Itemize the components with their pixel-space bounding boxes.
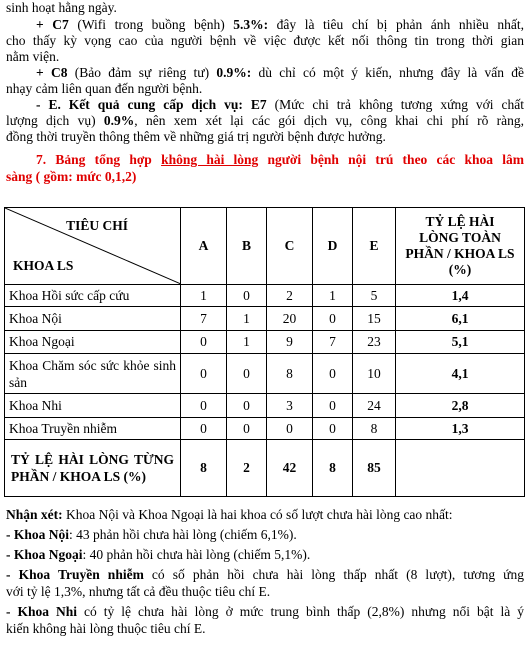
c7-line-1: + C7 (Wifi trong buồng bệnh) 5.3%: đây là tiêu chí bị phản ánh nhiều nhất, — [36, 17, 524, 32]
cell-value: 0 — [313, 307, 353, 331]
cell-value: 0 — [181, 394, 227, 418]
table-row — [5, 331, 525, 354]
intro-line-0: sinh hoạt hằng ngày. — [6, 0, 117, 15]
cell-value: 10 — [353, 354, 396, 394]
cell-value: 1 — [227, 331, 267, 354]
table-row — [5, 285, 525, 307]
e-line-2: lượng dịch vụ) 0.9%, nên xem xét lại các gói dịch vụ, công khai chi phí rõ ràng, — [6, 113, 524, 128]
c8-line-2: nhạy cảm liên quan đến người bệnh. — [6, 81, 203, 96]
header-diagonal-cell — [5, 208, 181, 285]
table-row — [5, 394, 525, 418]
cell-rate: 6,1 — [396, 307, 525, 331]
table-row — [5, 307, 525, 331]
cell-value: 7 — [181, 307, 227, 331]
header-col-c: C — [267, 208, 313, 285]
note-khoa-nhi-2: kiến không hài lòng thuộc tiêu chí E. — [6, 621, 206, 636]
satisfaction-table — [4, 207, 525, 497]
cell-value: 5 — [353, 285, 396, 307]
cell-value: 0 — [181, 331, 227, 354]
header-col-a: A — [181, 208, 227, 285]
row-khoa-label: Khoa Nội — [5, 307, 181, 331]
row-khoa-label: Khoa Truyền nhiễm — [5, 418, 181, 440]
notes-lead: Nhận xét: Khoa Nội và Khoa Ngoại là hai khoa có số lượt chưa hài lòng cao nhất: — [6, 507, 453, 522]
cell-value: 24 — [353, 394, 396, 418]
cell-value: 0 — [313, 418, 353, 440]
table-total-row — [5, 440, 525, 497]
e-line-1: - E. Kết quả cung cấp dịch vụ: E7 (Mức chi trả không tương xứng với chất — [36, 97, 524, 112]
cell-rate: 2,8 — [396, 394, 525, 418]
cell-value: 0 — [313, 354, 353, 394]
header-col-b: B — [227, 208, 267, 285]
cell-value: 9 — [267, 331, 313, 354]
row-khoa-label: Khoa Ngoại — [5, 331, 181, 354]
total-rate — [396, 440, 525, 497]
total-label: TỶ LỆ HÀI LÒNG TỪNG PHẦN / KHOA LS (%) — [5, 440, 181, 497]
header-tieu-chi: TIÊU CHÍ — [66, 218, 128, 233]
cell-value: 23 — [353, 331, 396, 354]
cell-value: 1 — [227, 307, 267, 331]
note-khoa-nhi-1: - Khoa Nhi có tỷ lệ chưa hài lòng ở mức trung bình thấp (2,8%) nhưng nổi bật là ý — [6, 604, 524, 619]
cell-value: 0 — [227, 354, 267, 394]
cell-value: 20 — [267, 307, 313, 331]
cell-value: 8 — [353, 418, 396, 440]
cell-value: 0 — [267, 418, 313, 440]
header-rate: TỶ LỆ HÀI LÒNG TOÀN PHẦN / KHOA LS (%) — [396, 208, 525, 285]
cell-value: 0 — [181, 418, 227, 440]
header-khoa-ls: KHOA LS — [13, 258, 74, 273]
c7-line-2: cho thấy kỳ vọng cao của người bệnh về việc được kết nối thông tin trong thời gian — [6, 33, 524, 48]
total-value: 85 — [353, 440, 396, 497]
cell-value: 1 — [181, 285, 227, 307]
cell-rate: 1,4 — [396, 285, 525, 307]
row-khoa-label: Khoa Chăm sóc sức khỏe sinh sản — [5, 354, 181, 394]
note-truyen-nhiem-1: - Khoa Truyền nhiễm có số phản hồi chưa hài lòng thấp nhất (8 lượt), tương ứng — [6, 567, 524, 582]
section-title-line-2: sàng ( gồm: mức 0,1,2) — [6, 169, 137, 184]
note-khoa-ngoai: - Khoa Ngoại: 40 phản hồi chưa hài lòng (chiếm 5,1%). — [6, 547, 311, 562]
note-truyen-nhiem-2: với tỷ lệ 1,3%, nhưng tất cả đều thuộc tiêu chí E. — [6, 584, 271, 599]
row-khoa-label: Khoa Nhi — [5, 394, 181, 418]
cell-value: 3 — [267, 394, 313, 418]
c8-line-1: + C8 (Bảo đảm sự riêng tư) 0.9%: dù chỉ có một ý kiến, nhưng đây là vấn đề — [36, 65, 524, 80]
cell-rate: 1,3 — [396, 418, 525, 440]
cell-rate: 4,1 — [396, 354, 525, 394]
row-khoa-label: Khoa Hồi sức cấp cứu — [5, 285, 181, 307]
table-header-row — [5, 208, 525, 285]
total-value: 8 — [313, 440, 353, 497]
total-value: 8 — [181, 440, 227, 497]
cell-value: 15 — [353, 307, 396, 331]
cell-value: 8 — [267, 354, 313, 394]
total-value: 2 — [227, 440, 267, 497]
cell-value: 1 — [313, 285, 353, 307]
header-col-e: E — [353, 208, 396, 285]
cell-value: 2 — [267, 285, 313, 307]
cell-value: 0 — [227, 418, 267, 440]
total-value: 42 — [267, 440, 313, 497]
e-line-3: đồng thời truyền thông thêm về những giá trị người bệnh được hưởng. — [6, 129, 386, 144]
header-col-d: D — [313, 208, 353, 285]
cell-value: 0 — [227, 285, 267, 307]
cell-value: 0 — [313, 394, 353, 418]
table-row — [5, 418, 525, 440]
cell-value: 7 — [313, 331, 353, 354]
cell-rate: 5,1 — [396, 331, 525, 354]
section-title-line-1: 7. Bảng tổng hợp không hài lòng người bệnh nội trú theo các khoa lâm — [36, 152, 524, 167]
table-row — [5, 354, 525, 394]
cell-value: 0 — [181, 354, 227, 394]
note-khoa-noi: - Khoa Nội: 43 phản hồi chưa hài lòng (chiếm 6,1%). — [6, 527, 297, 542]
c7-line-3: nằm viện. — [6, 49, 60, 64]
cell-value: 0 — [227, 394, 267, 418]
